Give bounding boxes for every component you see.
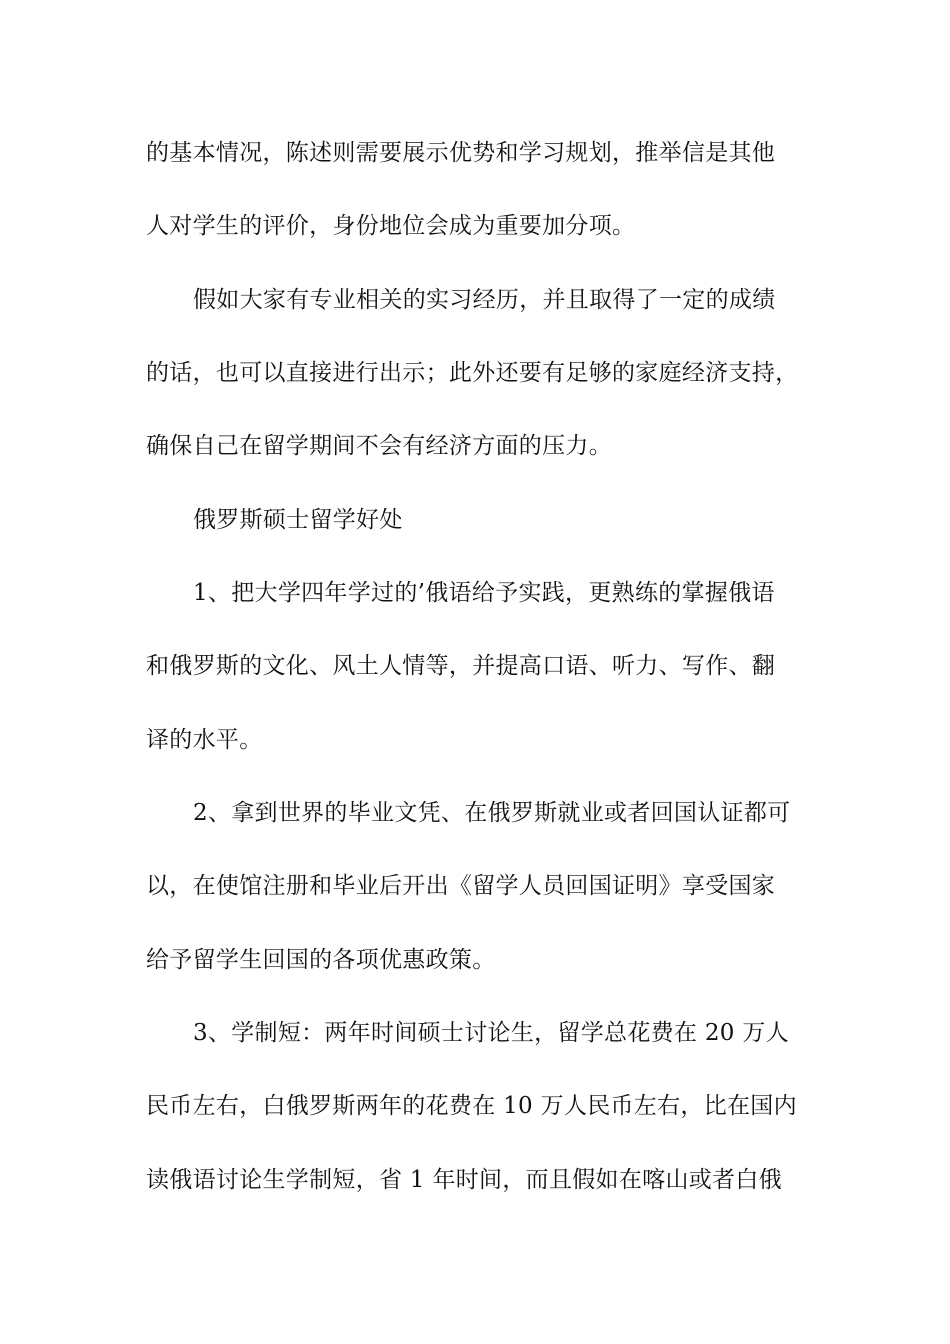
text-line: 和俄罗斯的文化、风土人情等，并提高口语、听力、写作、翻 [146, 653, 776, 679]
text-line: 译的水平。 [146, 727, 263, 753]
text-line: 读俄语讨论生学制短，省 1 年时间，而且假如在喀山或者白俄 [146, 1167, 782, 1193]
text-line: 的基本情况，陈述则需要展示优势和学习规划，推举信是其他 [146, 140, 776, 166]
list-item-3-line: 3、学制短：两年时间硕士讨论生，留学总花费在 20 万人 [193, 1020, 789, 1046]
text-line: 的话，也可以直接进行出示；此外还要有足够的家庭经济支持， [146, 360, 799, 386]
text-line: 人对学生的评价，身份地位会成为重要加分项。 [146, 213, 636, 239]
paragraph-first-line: 假如大家有专业相关的实习经历，并且取得了一定的成绩 [193, 287, 776, 313]
text-line: 以，在使馆注册和毕业后开出《留学人员回国证明》享受国家 [146, 873, 776, 899]
text-line: 确保自己在留学期间不会有经济方面的压力。 [146, 433, 612, 459]
list-item-1-line: 1、把大学四年学过的’俄语给予实践，更熟练的掌握俄语 [193, 580, 775, 606]
section-heading: 俄罗斯硕士留学好处 [193, 507, 403, 533]
text-line: 给予留学生回国的各项优惠政策。 [146, 947, 496, 973]
text-line: 民币左右，白俄罗斯两年的花费在 10 万人民币左右，比在国内 [146, 1093, 797, 1119]
list-item-2-line: 2、拿到世界的毕业文凭、在俄罗斯就业或者回国认证都可 [193, 800, 791, 826]
